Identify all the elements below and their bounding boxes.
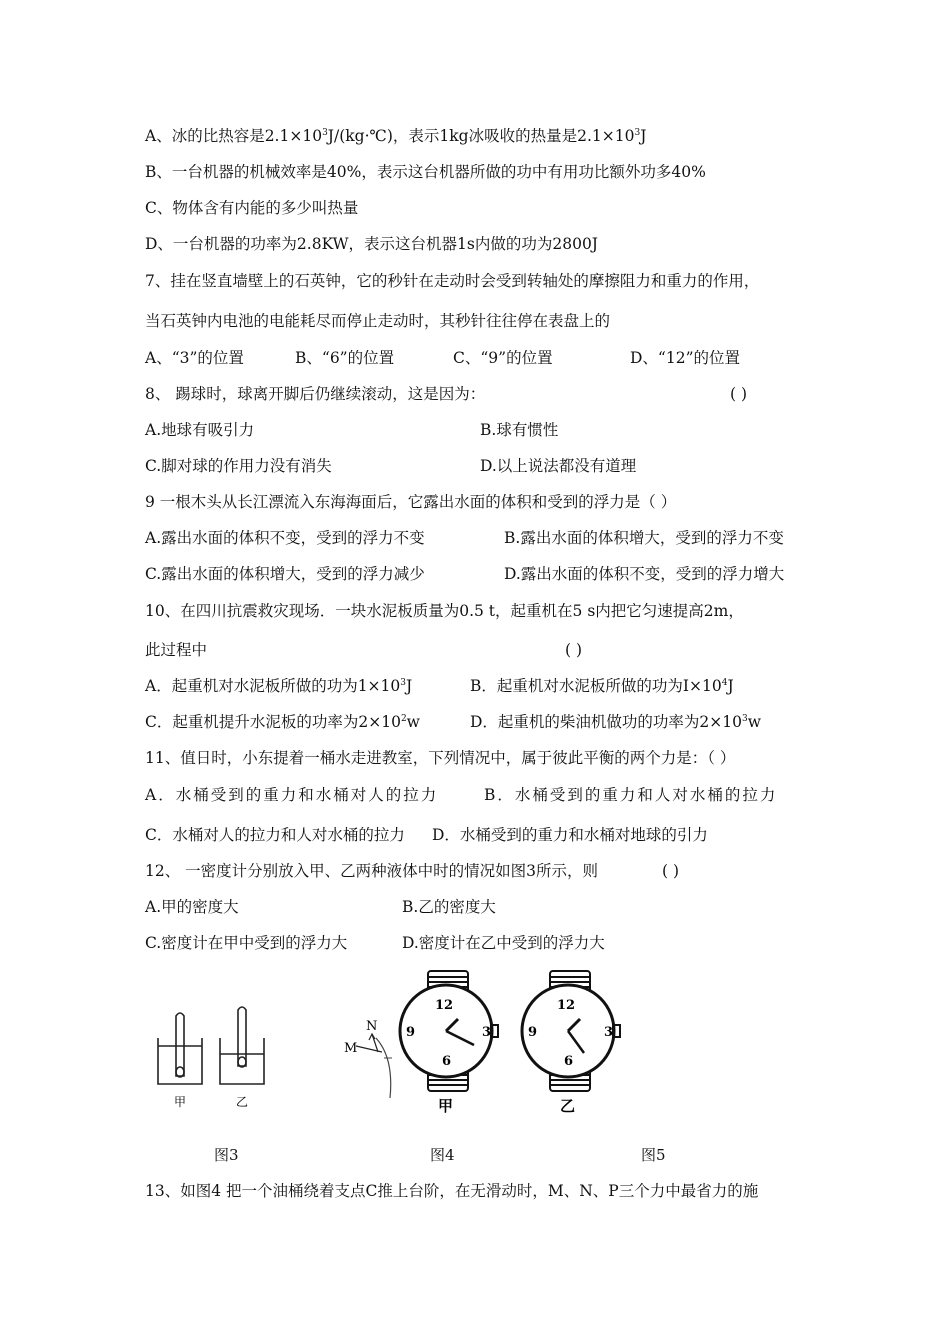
figure-4-caption: 图4: [430, 1146, 455, 1164]
q7-option-a: A、“3”的位置: [145, 349, 244, 367]
q9-option-c: C.露出水面的体积增大，受到的浮力减少: [145, 565, 425, 583]
q8-option-a: A.地球有吸引力: [145, 421, 255, 439]
q10-stem-line2: 此过程中: [145, 641, 208, 659]
q10-stem-line1: 10、在四川抗震救灾现场．一块水泥板质量为0.5 t，起重机在5 s内把它匀速提高2m，: [145, 602, 744, 620]
q12-stem: 12、 一密度计分别放入甲、乙两种液体中时的情况如图3所示，则: [145, 862, 599, 880]
q12-option-a: A.甲的密度大: [145, 898, 239, 916]
clock-yi-label: 乙: [560, 1097, 576, 1115]
svg-text:3: 3: [482, 1025, 492, 1040]
q12-answer-bracket: ( ): [662, 862, 680, 880]
q11-option-a: A．水桶受到的重力和水桶对人的拉力: [145, 786, 439, 804]
beaker-jia: [158, 1013, 202, 1084]
figure-3-caption: 图3: [214, 1146, 239, 1164]
q9-option-b: B.露出水面的体积增大，受到的浮力不变: [504, 529, 784, 547]
figure-3-label-yi: 乙: [236, 1095, 249, 1109]
svg-text:3: 3: [604, 1025, 614, 1040]
q10-option-c: C．起重机提升水泥板的功率为$2\times 10^2w$: [145, 713, 420, 731]
q11-option-b: B．水桶受到的重力和人对水桶的拉力: [484, 786, 778, 804]
force-label-n: N: [366, 1019, 378, 1034]
q9-stem: 9 一根木头从长江漂流入东海海面后，它露出水面的体积和受到的浮力是（ ）: [145, 493, 677, 511]
q10-option-a: A．起重机对水泥板所做的功为$1\times 10^3J$: [145, 677, 413, 695]
q7-option-d: D、“12”的位置: [630, 349, 740, 367]
q10-option-d: D．起重机的柴油机做功的功率为$2\times 10^3w$: [470, 713, 762, 731]
q10-answer-bracket: ( ): [565, 641, 583, 659]
svg-text:9: 9: [528, 1025, 538, 1040]
q11-stem: 11、值日时，小东提着一桶水走进教室，下列情况中，属于彼此平衡的两个力是：（ ）: [145, 749, 736, 767]
q6-option-b: B、一台机器的机械效率是40%，表示这台机器所做的功中有用功比额外功多40%: [145, 163, 706, 181]
q9-option-a: A.露出水面的体积不变，受到的浮力不变: [145, 529, 425, 547]
q12-option-c: C.密度计在甲中受到的浮力大: [145, 934, 348, 952]
q11-option-c: C．水桶对人的拉力和人对水桶的拉力: [145, 826, 405, 844]
q7-option-b: B、“6”的位置: [295, 349, 395, 367]
q13-stem: 13、如图4 把一个油桶绕着支点C推上台阶，在无滑动时，M、N、P三个力中最省力的施: [145, 1182, 759, 1200]
q6-option-a: A、冰的比热容是$2.1\times 10^3J/(kg\cdot℃)$，表示1kg冰吸收的热量是$2.1\times 10^3J$: [145, 127, 647, 145]
svg-text:6: 6: [564, 1054, 574, 1069]
q12-option-d: D.密度计在乙中受到的浮力大: [402, 934, 605, 952]
q6-option-d: D、一台机器的功率为2.8KW，表示这台机器1s内做的功为2800J: [145, 235, 599, 253]
q7-stem-line1: 7、挂在竖直墙壁上的石英钟，它的秒针在走动时会受到转轴处的摩擦阻力和重力的作用，: [145, 272, 760, 290]
figure-3-label-jia: 甲: [174, 1095, 187, 1109]
q11-option-d: D．水桶受到的重力和水桶对地球的引力: [432, 826, 708, 844]
svg-text:6: 6: [442, 1054, 452, 1069]
q8-option-b: B.球有惯性: [480, 421, 559, 439]
q6-option-c: C、物体含有内能的多少叫热量: [145, 199, 359, 217]
svg-text:9: 9: [406, 1025, 416, 1040]
q10-option-b: B．起重机对水泥板所做的功为$I\times 10^4J$: [470, 677, 734, 695]
clock-jia-icon: [392, 965, 504, 1115]
figure-5-caption: 图5: [641, 1146, 666, 1164]
clock-jia-label: 甲: [438, 1097, 454, 1115]
clock-yi-icon: [514, 965, 626, 1115]
q12-option-b: B.乙的密度大: [402, 898, 496, 916]
q7-stem-line2: 当石英钟内电池的电能耗尽而停止走动时，其秒针往往停在表盘上的: [145, 312, 611, 330]
figure-3-density-meter: [150, 1000, 270, 1110]
q8-option-d: D.以上说法都没有道理: [480, 457, 637, 475]
svg-text:12: 12: [557, 998, 576, 1013]
q8-stem: 8、 踢球时，球离开脚后仍继续滚动，这是因为：: [145, 385, 486, 403]
q9-option-d: D.露出水面的体积不变，受到的浮力增大: [504, 565, 785, 583]
q8-option-c: C.脚对球的作用力没有消失: [145, 457, 332, 475]
q8-answer-bracket: ( ): [730, 385, 748, 403]
svg-text:12: 12: [435, 998, 454, 1013]
beaker-yi: [220, 1007, 264, 1084]
q7-option-c: C、“9”的位置: [453, 349, 553, 367]
force-label-m: M: [344, 1041, 358, 1056]
